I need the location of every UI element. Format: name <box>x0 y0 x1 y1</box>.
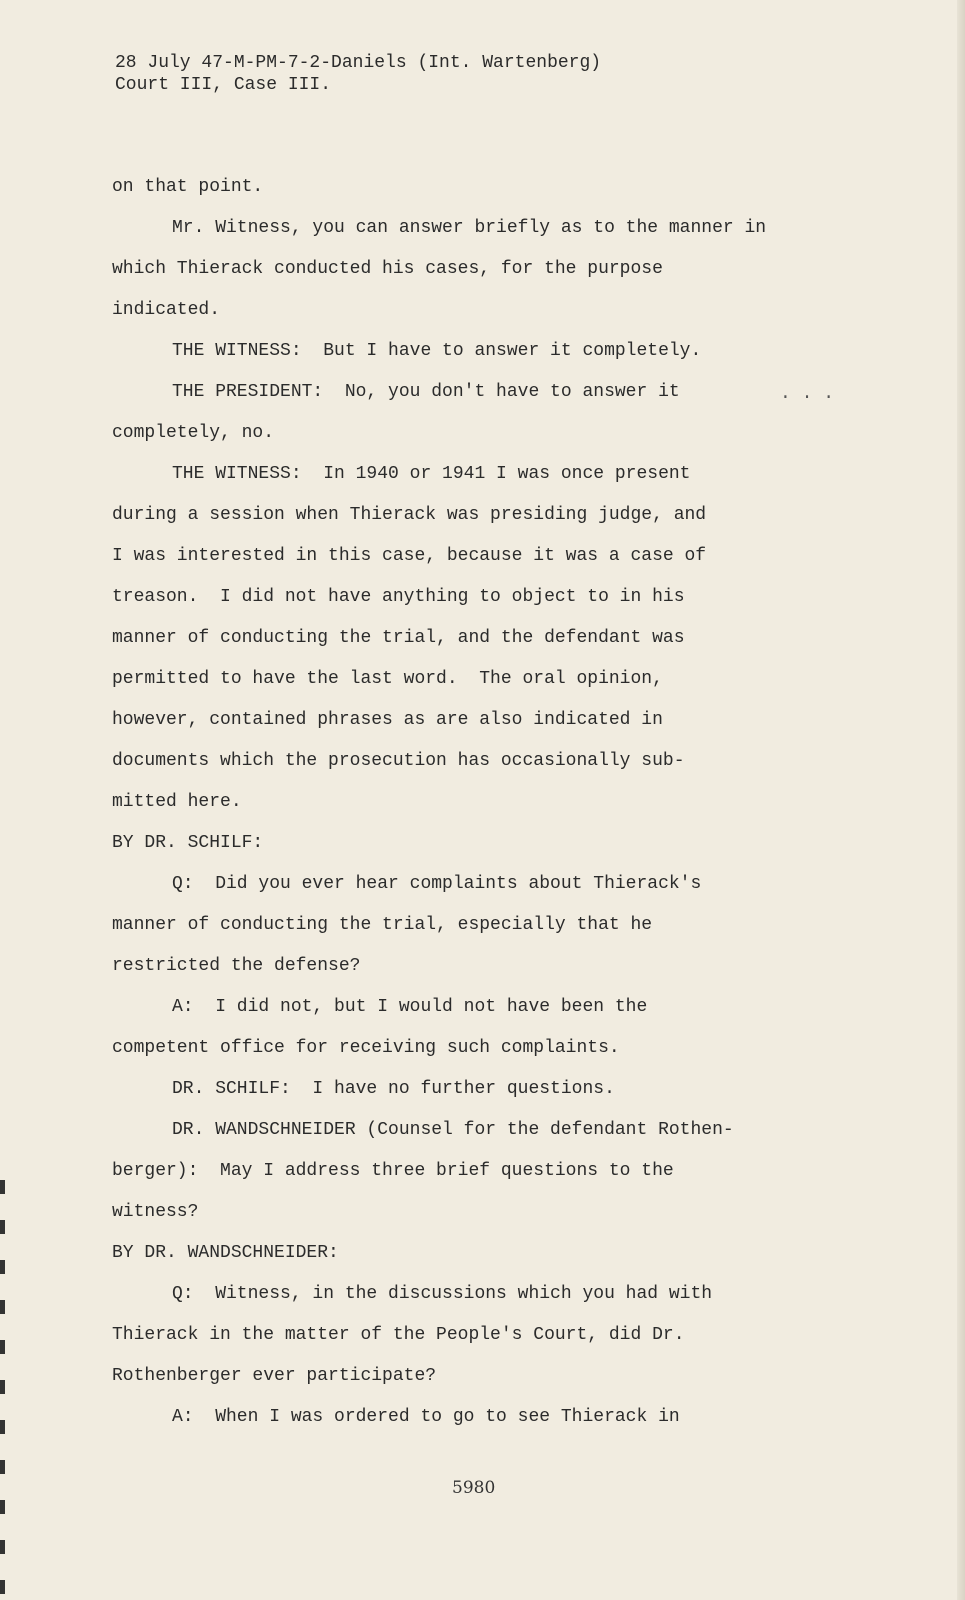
binding-marks <box>0 1180 5 1600</box>
transcript-line: treason. I did not have anything to object to in his <box>112 587 685 607</box>
transcript-line: during a session when Thierack was presiding judge, and <box>112 505 707 525</box>
transcript-line: A: I did not, but I would not have been the <box>172 997 648 1017</box>
transcript-line: manner of conducting the trial, and the defendant was <box>112 628 685 648</box>
transcript-line: DR. WANDSCHNEIDER (Counsel for the defendant Rothen- <box>172 1120 734 1140</box>
page-edge <box>957 0 965 1600</box>
transcript-line: manner of conducting the trial, especially that he <box>112 915 653 935</box>
transcript-line: which Thierack conducted his cases, for the purpose <box>112 259 663 279</box>
header-line-1: 28 July 47-M-PM-7-2-Daniels (Int. Wartenberg) <box>115 53 602 73</box>
transcript-line: I was interested in this case, because it was a case of <box>112 546 707 566</box>
transcript-line: restricted the defense? <box>112 956 361 976</box>
transcript-line: witness? <box>112 1202 199 1222</box>
transcript-line: BY DR. WANDSCHNEIDER: <box>112 1243 339 1263</box>
transcript-line: permitted to have the last word. The oral opinion, <box>112 669 663 689</box>
transcript-line: mitted here. <box>112 792 242 812</box>
transcript-line: A: When I was ordered to go to see Thierack in <box>172 1407 680 1427</box>
transcript-line: however, contained phrases as are also indicated in <box>112 710 663 730</box>
document-header <box>115 52 601 96</box>
transcript-line: THE WITNESS: But I have to answer it completely. <box>172 341 702 361</box>
transcript-line: Mr. Witness, you can answer briefly as to the manner in <box>172 218 767 238</box>
transcript-line: BY DR. SCHILF: <box>112 833 264 853</box>
transcript-line: DR. SCHILF: I have no further questions. <box>172 1079 615 1099</box>
transcript-line: Thierack in the matter of the People's Court, did Dr. <box>112 1325 685 1345</box>
transcript-line: Q: Witness, in the discussions which you had with <box>172 1284 713 1304</box>
transcript-line: indicated. <box>112 300 221 320</box>
transcript-line: documents which the prosecution has occasionally sub- <box>112 751 685 771</box>
transcript-line: Rothenberger ever participate? <box>112 1366 437 1386</box>
transcript-line: THE PRESIDENT: No, you don't have to answer it <box>172 382 680 402</box>
transcript-line: berger): May I address three brief questions to the <box>112 1161 674 1181</box>
transcript-line: competent office for receiving such complaints. <box>112 1038 620 1058</box>
page-number: 5980 <box>452 1478 496 1498</box>
header-line-2: Court III, Case III. <box>115 75 332 95</box>
transcript-line: on that point. <box>112 177 264 197</box>
transcript-line: THE WITNESS: In 1940 or 1941 I was once present <box>172 464 691 484</box>
transcript-line: Q: Did you ever hear complaints about Thierack's <box>172 874 702 894</box>
transcript-line: completely, no. <box>112 423 275 443</box>
transcript-body <box>112 167 852 1438</box>
stray-marks: . . . <box>780 384 835 404</box>
